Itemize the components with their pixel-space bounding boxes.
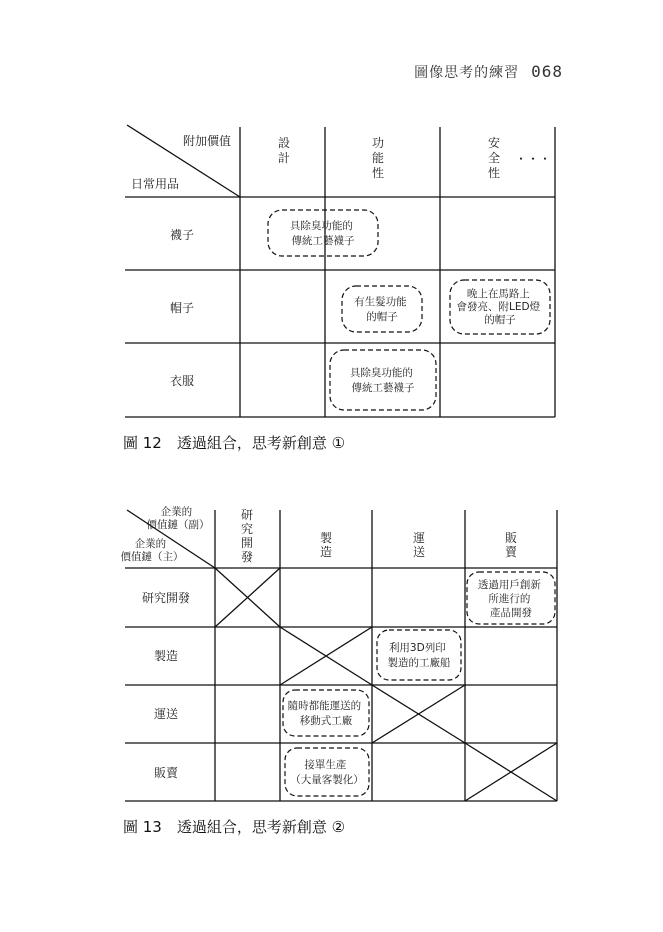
t2-col-sales — [505, 531, 521, 559]
t2-col-char: 製 — [320, 531, 333, 545]
t2-note-box — [285, 748, 369, 796]
t1-row-hat: 帽子 — [170, 301, 195, 315]
t1-row-socks: 襪子 — [170, 228, 195, 242]
t1-col-safety — [488, 135, 504, 180]
corner-line: 價值鏈（主） — [120, 551, 184, 563]
t1-col-char: 全 — [488, 151, 501, 165]
t2-col-manufacturing — [320, 530, 336, 559]
t2-col-char: 販 — [505, 531, 518, 545]
t2-corner-top — [147, 505, 210, 531]
t2-note-rnd-sales — [478, 578, 544, 619]
t2-note-box — [283, 690, 369, 736]
t1-more-ellipsis: ・・・ — [515, 152, 552, 166]
t1-col-char: 功 — [372, 136, 385, 150]
note-line: 利用3D列印 — [388, 642, 446, 654]
note-line: 的帽子 — [484, 314, 516, 326]
t2-col-char: 賣 — [505, 545, 518, 559]
corner-line: 企業的 — [160, 506, 193, 518]
note-line: 有生髮功能 — [354, 296, 407, 308]
note-line: 製造的工廠船 — [387, 657, 451, 669]
t1-note-hat-safety — [457, 287, 544, 326]
page-number: 068 — [531, 62, 563, 81]
t2-note-box — [377, 630, 461, 680]
t2-col-rnd — [241, 508, 257, 564]
t1-note-box — [342, 286, 422, 332]
note-line: 晚上在馬路上 — [466, 288, 530, 300]
t2-col-char: 究 — [241, 522, 254, 536]
t2-col-char: 運 — [413, 531, 426, 545]
table-12 — [125, 125, 555, 417]
t2-note-delivery-mfg — [288, 699, 365, 727]
t1-col-char: 安 — [488, 136, 501, 150]
t2-row-sales: 販賣 — [154, 766, 179, 780]
note-line: 隨時都能運送的 — [287, 700, 362, 712]
t1-corner-bottom: 日常用品 — [131, 177, 180, 191]
t1-note-box — [268, 210, 378, 256]
corner-line: 企業的 — [134, 538, 167, 550]
t1-note-box — [330, 350, 436, 410]
t1-col-char: 性 — [372, 166, 385, 180]
t2-row-delivery: 運送 — [154, 707, 179, 721]
t2-note-mfg-delivery — [388, 641, 451, 669]
t2-col-delivery — [413, 531, 429, 559]
t2-col-char: 研 — [241, 508, 254, 522]
note-line: 接單生產 — [304, 759, 347, 771]
note-line: 會發亮、附LED燈 — [456, 301, 541, 313]
t1-col-char: 計 — [278, 151, 291, 165]
note-line: 產品開發 — [490, 607, 532, 619]
note-line: 具除臭功能的 — [349, 367, 413, 379]
t1-note-clothes-function — [350, 366, 416, 394]
t1-note-hat-function — [354, 295, 410, 323]
note-line: 傳統工藝襪子 — [351, 382, 415, 394]
note-line: 具除臭功能的 — [289, 220, 353, 232]
note-line: 傳統工藝襪子 — [291, 235, 355, 247]
t2-col-char: 送 — [413, 545, 426, 559]
note-line: 透過用戶創新 — [477, 579, 541, 591]
figure-13-caption: 圖 13 透過組合，思考新創意 ② — [123, 818, 346, 836]
t1-corner-top: 附加價值 — [183, 134, 232, 148]
table-13 — [121, 505, 558, 801]
header-title: 圖像思考的練習 — [414, 65, 520, 81]
t2-row-manufacturing: 製造 — [154, 649, 179, 663]
t1-col-function — [372, 135, 388, 180]
t1-row-clothes: 衣服 — [170, 374, 195, 388]
t1-col-char: 能 — [372, 151, 385, 165]
t2-row-rnd: 研究開發 — [142, 591, 191, 605]
t2-col-char: 開 — [241, 536, 254, 550]
note-line: 移動式工廠 — [299, 715, 353, 727]
t1-col-char: 性 — [488, 166, 501, 180]
t1-col-design — [278, 136, 294, 165]
t2-col-char: 造 — [320, 545, 333, 559]
t2-note-sales-mfg — [290, 758, 364, 786]
t2-col-char: 發 — [241, 550, 254, 564]
note-line: 的帽子 — [366, 311, 398, 323]
note-line: （大量客製化） — [290, 774, 364, 786]
t1-col-char: 設 — [278, 136, 291, 150]
figure-12-caption: 圖 12 透過組合，思考新創意 ① — [123, 434, 346, 452]
corner-line: 價值鏈（副） — [146, 519, 210, 531]
t1-note-socks-design — [290, 219, 356, 247]
note-line: 所進行的 — [488, 593, 531, 605]
